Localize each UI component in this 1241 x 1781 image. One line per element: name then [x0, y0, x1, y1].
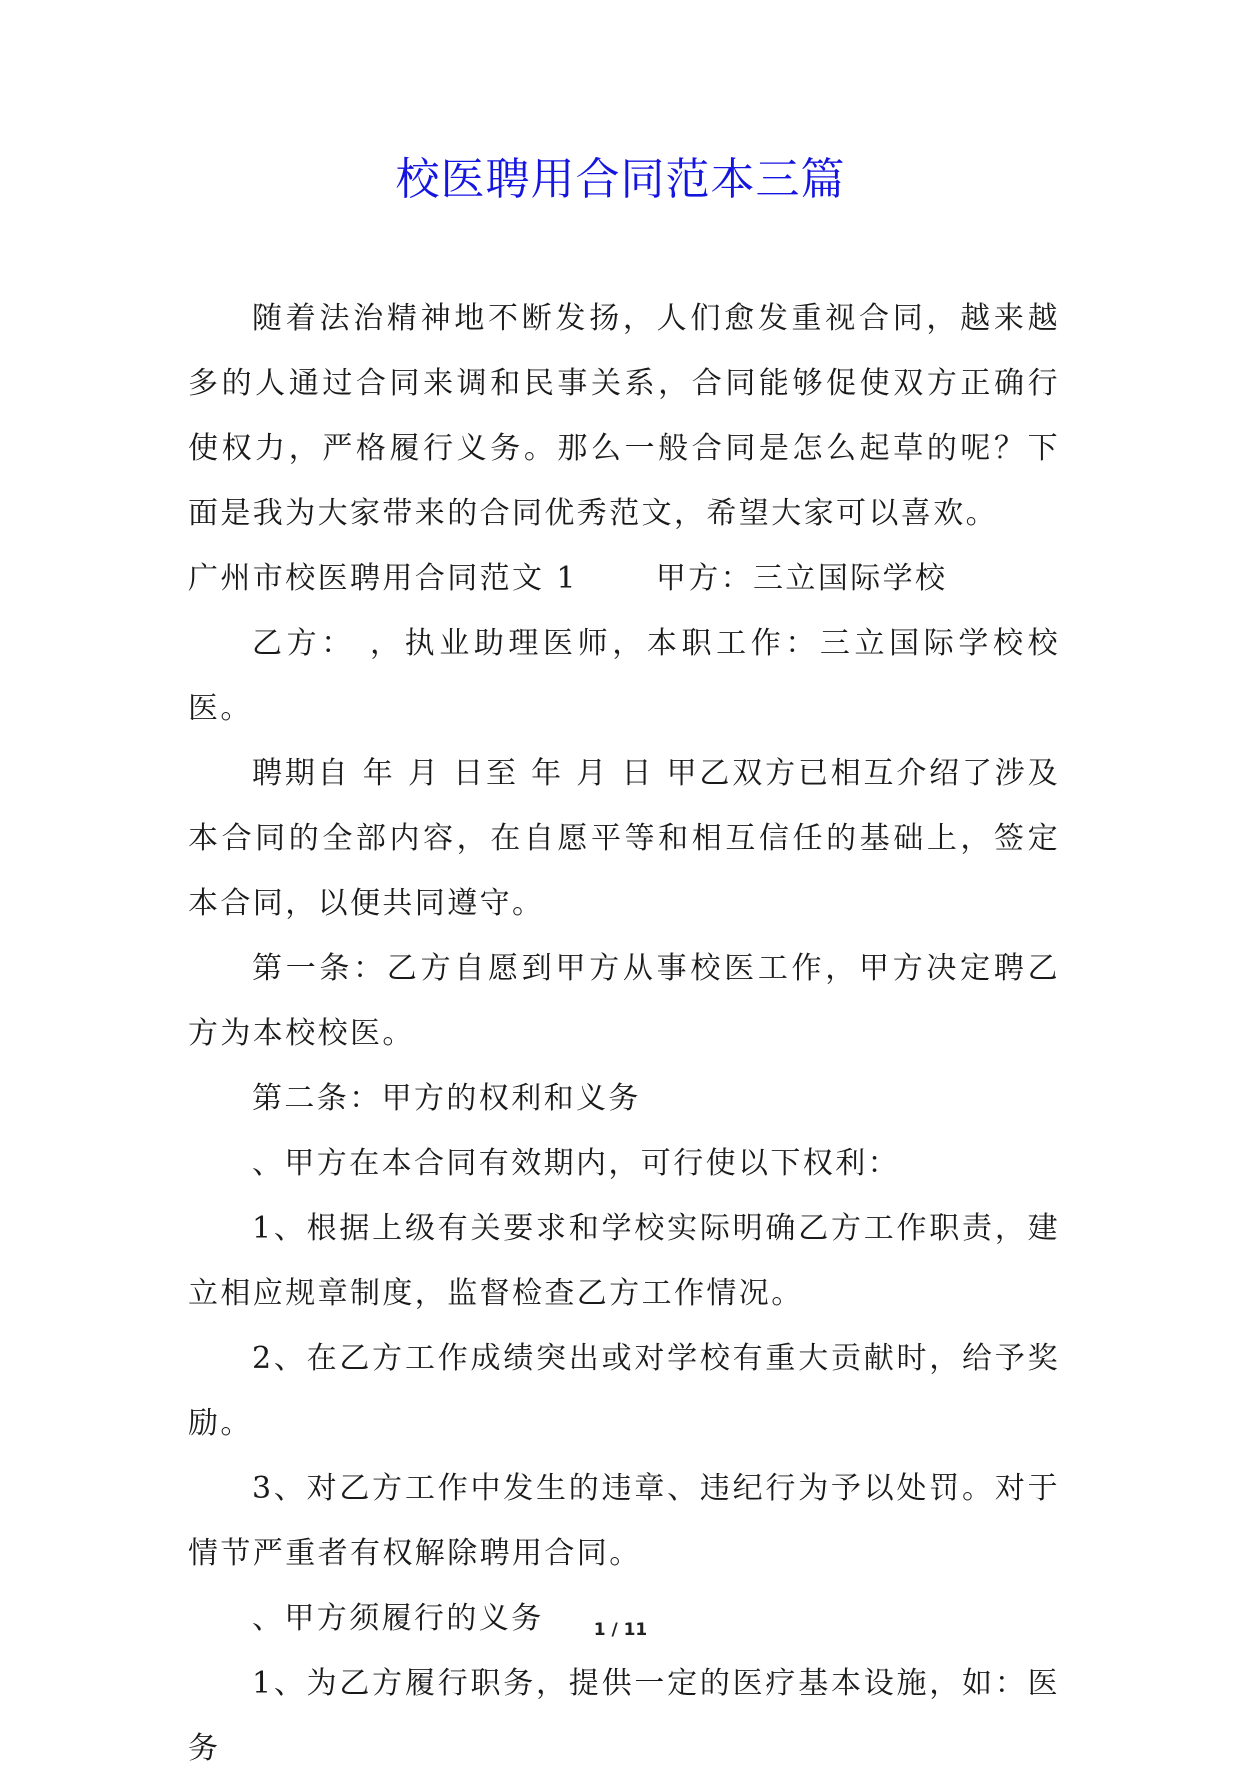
party-b-paragraph: 乙方： ，执业助理医师，本职工作：三立国际学校校医。 [188, 626, 1060, 726]
intro-paragraph: 随着法治精神地不断发扬，人们愈发重视合同，越来越多的人通过合同来调和民事关系，合同能够促使双方正确行使权力，严格履行义务。那么一般合同是怎么起草的呢？下面是我为大家带来的合同优秀范文，希望大家可以喜欢。 [188, 301, 1060, 531]
document-title: 校医聘用合同范本三篇 [395, 154, 846, 205]
duties-item-1: 1、为乙方履行职务，提供一定的医疗基本设施，如：医务 [188, 1666, 1060, 1766]
term-paragraph: 聘期自 年 月 日至 年 月 日 甲乙双方已相互介绍了涉及本合同的全部内容，在自愿平等和相互信任的基础上，签定本合同，以便共同遵守。 [188, 756, 1060, 921]
article-one-paragraph: 第一条：乙方自愿到甲方从事校医工作，甲方决定聘乙方为本校校医。 [188, 951, 1060, 1051]
party-a-duties-heading: 、甲方须履行的义务 [252, 1601, 544, 1636]
rights-item-1: 1、根据上级有关要求和学校实际明确乙方工作职责，建立相应规章制度，监督检查乙方工作情况。 [188, 1211, 1060, 1311]
section-heading-title: 广州市校医聘用合同范文 1 [188, 561, 578, 596]
section-heading-line [188, 546, 1060, 611]
party-a-line: 甲方：三立国际学校 [655, 561, 948, 596]
rights-item-3: 3、对乙方工作中发生的违章、违纪行为予以处罚。对于情节严重者有权解除聘用合同。 [188, 1471, 1060, 1571]
document-body [188, 286, 1060, 1781]
rights-item-2: 2、在乙方工作成绩突出或对学校有重大贡献时，给予奖励。 [188, 1341, 1060, 1441]
article-two-heading: 第二条：甲方的权利和义务 [252, 1081, 641, 1116]
page-number: 1 / 11 [593, 1620, 648, 1640]
party-a-rights-heading: 、甲方在本合同有效期内，可行使以下权利： [252, 1146, 900, 1181]
